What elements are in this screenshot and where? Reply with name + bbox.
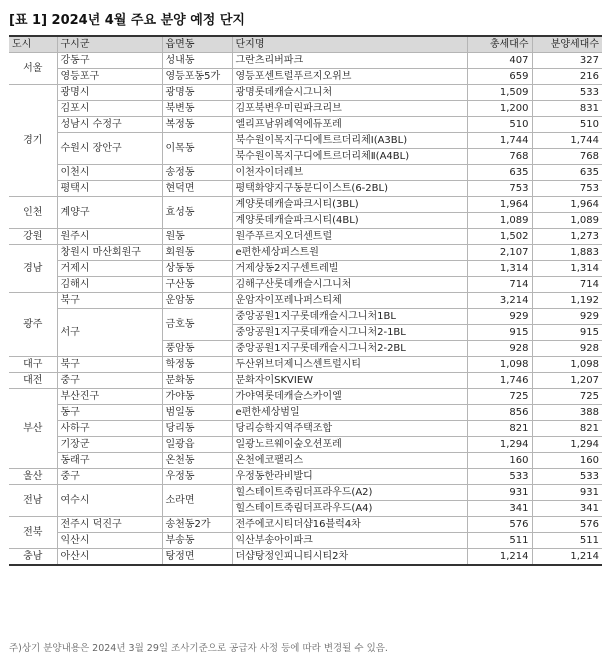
cell-city: 익산시 bbox=[57, 533, 162, 549]
table-row bbox=[9, 309, 602, 325]
cell-complex: 힐스테이트죽림더프라우드(A4) bbox=[232, 501, 467, 517]
cell-complex: 더샵탕정인피니티시티2차 bbox=[232, 549, 467, 566]
cell-complex: 우정동한라비발디 bbox=[232, 469, 467, 485]
cell-city: 성남시 수정구 bbox=[57, 117, 162, 133]
cell-total: 714 bbox=[467, 277, 532, 293]
cell-dong: 송정동 bbox=[162, 165, 232, 181]
cell-complex: 중앙공원1지구롯데캐슬시그니처2-1BL bbox=[232, 325, 467, 341]
cell-total: 1,214 bbox=[467, 549, 532, 566]
cell-sale: 915 bbox=[532, 325, 602, 341]
cell-complex: 그란츠리버파크 bbox=[232, 53, 467, 69]
cell-dong: 학정동 bbox=[162, 357, 232, 373]
cell-sale: 1,089 bbox=[532, 213, 602, 229]
header-sale-units: 분양세대수 bbox=[532, 36, 602, 53]
cell-complex: 운암자이포레나퍼스티체 bbox=[232, 293, 467, 309]
cell-region: 경기 bbox=[9, 85, 57, 197]
cell-complex: 평택화양지구동문디이스트(6-2BL) bbox=[232, 181, 467, 197]
cell-sale: 821 bbox=[532, 421, 602, 437]
cell-city: 수원시 장안구 bbox=[57, 133, 162, 165]
cell-total: 821 bbox=[467, 421, 532, 437]
cell-city: 이천시 bbox=[57, 165, 162, 181]
cell-region: 대구 bbox=[9, 357, 57, 373]
cell-sale: 1,098 bbox=[532, 357, 602, 373]
cell-region: 울산 bbox=[9, 469, 57, 485]
table-row bbox=[9, 117, 602, 133]
cell-total: 768 bbox=[467, 149, 532, 165]
cell-complex: 일광노르웨이숲오션포레 bbox=[232, 437, 467, 453]
cell-sale: 768 bbox=[532, 149, 602, 165]
cell-dong: 북변동 bbox=[162, 101, 232, 117]
cell-region: 강원 bbox=[9, 229, 57, 245]
table-row bbox=[9, 261, 602, 277]
cell-city: 북구 bbox=[57, 357, 162, 373]
table-row bbox=[9, 229, 602, 245]
cell-city: 강동구 bbox=[57, 53, 162, 69]
cell-dong: 운암동 bbox=[162, 293, 232, 309]
cell-total: 929 bbox=[467, 309, 532, 325]
cell-dong: 가야동 bbox=[162, 389, 232, 405]
table-row bbox=[9, 405, 602, 421]
cell-total: 511 bbox=[467, 533, 532, 549]
cell-complex: 계양롯데캐슬파크시티(3BL) bbox=[232, 197, 467, 213]
cell-complex: 계양롯데캐슬파크시티(4BL) bbox=[232, 213, 467, 229]
cell-region: 전북 bbox=[9, 517, 57, 549]
cell-total: 856 bbox=[467, 405, 532, 421]
cell-sale: 533 bbox=[532, 85, 602, 101]
cell-city: 여수시 bbox=[57, 485, 162, 517]
cell-city: 사하구 bbox=[57, 421, 162, 437]
cell-complex: 광명롯데캐슬시그니처 bbox=[232, 85, 467, 101]
cell-sale: 1,964 bbox=[532, 197, 602, 213]
cell-sale: 216 bbox=[532, 69, 602, 85]
cell-dong: 범일동 bbox=[162, 405, 232, 421]
cell-sale: 1,294 bbox=[532, 437, 602, 453]
table-row bbox=[9, 389, 602, 405]
cell-dong: 이목동 bbox=[162, 133, 232, 165]
cell-city: 동래구 bbox=[57, 453, 162, 469]
cell-sale: 1,883 bbox=[532, 245, 602, 261]
table-row bbox=[9, 293, 602, 309]
header-region: 도시 bbox=[9, 36, 57, 53]
table-row bbox=[9, 469, 602, 485]
cell-city: 부산진구 bbox=[57, 389, 162, 405]
cell-city: 계양구 bbox=[57, 197, 162, 229]
cell-total: 1,744 bbox=[467, 133, 532, 149]
cell-complex: 이천자이더레브 bbox=[232, 165, 467, 181]
cell-region: 경남 bbox=[9, 245, 57, 293]
cell-total: 1,964 bbox=[467, 197, 532, 213]
table-row bbox=[9, 245, 602, 261]
cell-complex: 중앙공원1지구롯데캐슬시그니처2-2BL bbox=[232, 341, 467, 357]
cell-region: 광주 bbox=[9, 293, 57, 357]
table-row bbox=[9, 373, 602, 389]
table-row bbox=[9, 197, 602, 213]
cell-sale: 929 bbox=[532, 309, 602, 325]
cell-complex: 북수원이목지구디에트르더리체Ⅱ(A4BL) bbox=[232, 149, 467, 165]
cell-sale: 928 bbox=[532, 341, 602, 357]
cell-sale: 753 bbox=[532, 181, 602, 197]
cell-dong: 원동 bbox=[162, 229, 232, 245]
cell-region: 충남 bbox=[9, 549, 57, 566]
cell-total: 160 bbox=[467, 453, 532, 469]
header-city: 구시군 bbox=[57, 36, 162, 53]
cell-total: 1,294 bbox=[467, 437, 532, 453]
table-row bbox=[9, 165, 602, 181]
cell-sale: 831 bbox=[532, 101, 602, 117]
cell-total: 1,089 bbox=[467, 213, 532, 229]
table-title: [표 1] 2024년 4월 주요 분양 예정 단지 bbox=[9, 13, 245, 28]
cell-dong: 복정동 bbox=[162, 117, 232, 133]
cell-city: 원주시 bbox=[57, 229, 162, 245]
table-row bbox=[9, 277, 602, 293]
table-row bbox=[9, 453, 602, 469]
table-row bbox=[9, 133, 602, 149]
cell-total: 1,314 bbox=[467, 261, 532, 277]
cell-sale: 725 bbox=[532, 389, 602, 405]
header-complex: 단지명 bbox=[232, 36, 467, 53]
table-row bbox=[9, 421, 602, 437]
cell-city: 거제시 bbox=[57, 261, 162, 277]
table-row bbox=[9, 517, 602, 533]
cell-sale: 327 bbox=[532, 53, 602, 69]
cell-total: 407 bbox=[467, 53, 532, 69]
table-header-row bbox=[9, 36, 602, 53]
cell-dong: 구산동 bbox=[162, 277, 232, 293]
table-row bbox=[9, 181, 602, 197]
cell-complex: e편한세상퍼스트원 bbox=[232, 245, 467, 261]
cell-dong: 회원동 bbox=[162, 245, 232, 261]
cell-dong: 일광읍 bbox=[162, 437, 232, 453]
cell-complex: 원주푸르지오더센트럴 bbox=[232, 229, 467, 245]
cell-sale: 341 bbox=[532, 501, 602, 517]
table-row bbox=[9, 69, 602, 85]
header-total-units: 총세대수 bbox=[467, 36, 532, 53]
cell-sale: 511 bbox=[532, 533, 602, 549]
cell-region: 전남 bbox=[9, 485, 57, 517]
apartment-sales-table bbox=[9, 35, 602, 566]
cell-complex: 가야역롯데캐슬스카이엘 bbox=[232, 389, 467, 405]
table-row bbox=[9, 549, 602, 566]
cell-dong: 효성동 bbox=[162, 197, 232, 229]
table-row bbox=[9, 85, 602, 101]
cell-sale: 160 bbox=[532, 453, 602, 469]
cell-city: 기장군 bbox=[57, 437, 162, 453]
header-dong: 읍면동 bbox=[162, 36, 232, 53]
cell-dong: 상동동 bbox=[162, 261, 232, 277]
cell-region: 인천 bbox=[9, 197, 57, 229]
cell-city: 북구 bbox=[57, 293, 162, 309]
cell-city: 김포시 bbox=[57, 101, 162, 117]
table-row bbox=[9, 53, 602, 69]
cell-city: 서구 bbox=[57, 309, 162, 357]
cell-dong: 금호동 bbox=[162, 309, 232, 341]
cell-complex: 온천에코팰리스 bbox=[232, 453, 467, 469]
table-row bbox=[9, 357, 602, 373]
cell-complex: 김해구산롯데캐슬시그니처 bbox=[232, 277, 467, 293]
cell-total: 915 bbox=[467, 325, 532, 341]
cell-sale: 1,192 bbox=[532, 293, 602, 309]
cell-complex: 김포북변우미린파크리브 bbox=[232, 101, 467, 117]
table-row bbox=[9, 437, 602, 453]
cell-total: 3,214 bbox=[467, 293, 532, 309]
cell-dong: 송천동2가 bbox=[162, 517, 232, 533]
cell-city: 영등포구 bbox=[57, 69, 162, 85]
cell-region: 대전 bbox=[9, 373, 57, 389]
table-body bbox=[9, 53, 602, 566]
cell-city: 평택시 bbox=[57, 181, 162, 197]
cell-total: 1,200 bbox=[467, 101, 532, 117]
cell-dong: 광명동 bbox=[162, 85, 232, 101]
cell-region: 서울 bbox=[9, 53, 57, 85]
cell-dong: 성내동 bbox=[162, 53, 232, 69]
cell-dong: 현덕면 bbox=[162, 181, 232, 197]
cell-complex: 엘리프남위례역에듀포레 bbox=[232, 117, 467, 133]
cell-sale: 576 bbox=[532, 517, 602, 533]
cell-complex: e편한세상범일 bbox=[232, 405, 467, 421]
table-row bbox=[9, 101, 602, 117]
cell-city: 광명시 bbox=[57, 85, 162, 101]
cell-complex: 당리승학지역주택조합 bbox=[232, 421, 467, 437]
cell-sale: 533 bbox=[532, 469, 602, 485]
cell-total: 659 bbox=[467, 69, 532, 85]
cell-total: 341 bbox=[467, 501, 532, 517]
cell-total: 1,509 bbox=[467, 85, 532, 101]
cell-total: 533 bbox=[467, 469, 532, 485]
cell-complex: 익산부송아이파크 bbox=[232, 533, 467, 549]
cell-region: 부산 bbox=[9, 389, 57, 469]
cell-sale: 635 bbox=[532, 165, 602, 181]
table-row bbox=[9, 485, 602, 501]
cell-total: 2,107 bbox=[467, 245, 532, 261]
cell-city: 중구 bbox=[57, 469, 162, 485]
cell-complex: 전주에코시티더샵16블럭4차 bbox=[232, 517, 467, 533]
cell-dong: 소라면 bbox=[162, 485, 232, 517]
cell-total: 635 bbox=[467, 165, 532, 181]
cell-complex: 두산위브더제니스센트럴시티 bbox=[232, 357, 467, 373]
cell-sale: 1,744 bbox=[532, 133, 602, 149]
cell-sale: 1,273 bbox=[532, 229, 602, 245]
cell-total: 1,746 bbox=[467, 373, 532, 389]
cell-sale: 931 bbox=[532, 485, 602, 501]
cell-total: 753 bbox=[467, 181, 532, 197]
cell-dong: 우정동 bbox=[162, 469, 232, 485]
cell-city: 동구 bbox=[57, 405, 162, 421]
cell-complex: 거제상동2지구센트레빌 bbox=[232, 261, 467, 277]
cell-dong: 문화동 bbox=[162, 373, 232, 389]
cell-city: 창원시 마산회원구 bbox=[57, 245, 162, 261]
cell-total: 576 bbox=[467, 517, 532, 533]
cell-sale: 510 bbox=[532, 117, 602, 133]
cell-total: 510 bbox=[467, 117, 532, 133]
cell-city: 김해시 bbox=[57, 277, 162, 293]
cell-dong: 영등포동5가 bbox=[162, 69, 232, 85]
cell-total: 931 bbox=[467, 485, 532, 501]
cell-dong: 탕정면 bbox=[162, 549, 232, 566]
cell-dong: 온천동 bbox=[162, 453, 232, 469]
cell-city: 중구 bbox=[57, 373, 162, 389]
cell-sale: 388 bbox=[532, 405, 602, 421]
cell-complex: 문화자이SKVIEW bbox=[232, 373, 467, 389]
cell-dong: 당리동 bbox=[162, 421, 232, 437]
table-row bbox=[9, 533, 602, 549]
cell-dong: 부송동 bbox=[162, 533, 232, 549]
cell-dong: 풍암동 bbox=[162, 341, 232, 357]
cell-city: 아산시 bbox=[57, 549, 162, 566]
cell-total: 928 bbox=[467, 341, 532, 357]
cell-complex: 중앙공원1지구롯데캐슬시그니처1BL bbox=[232, 309, 467, 325]
cell-total: 1,502 bbox=[467, 229, 532, 245]
footnote: 주)상기 분양내용은 2024년 3월 29일 조사기준으로 공급자 사정 등에 따라 변경될 수 있음. bbox=[9, 643, 388, 654]
cell-complex: 영등포센트럴푸르지오위브 bbox=[232, 69, 467, 85]
cell-sale: 1,314 bbox=[532, 261, 602, 277]
cell-complex: 힐스테이트죽림더프라우드(A2) bbox=[232, 485, 467, 501]
cell-complex: 북수원이목지구디에트르더리체Ⅰ(A3BL) bbox=[232, 133, 467, 149]
cell-total: 725 bbox=[467, 389, 532, 405]
cell-city: 전주시 덕진구 bbox=[57, 517, 162, 533]
cell-sale: 1,207 bbox=[532, 373, 602, 389]
cell-sale: 714 bbox=[532, 277, 602, 293]
cell-sale: 1,214 bbox=[532, 549, 602, 566]
cell-total: 1,098 bbox=[467, 357, 532, 373]
